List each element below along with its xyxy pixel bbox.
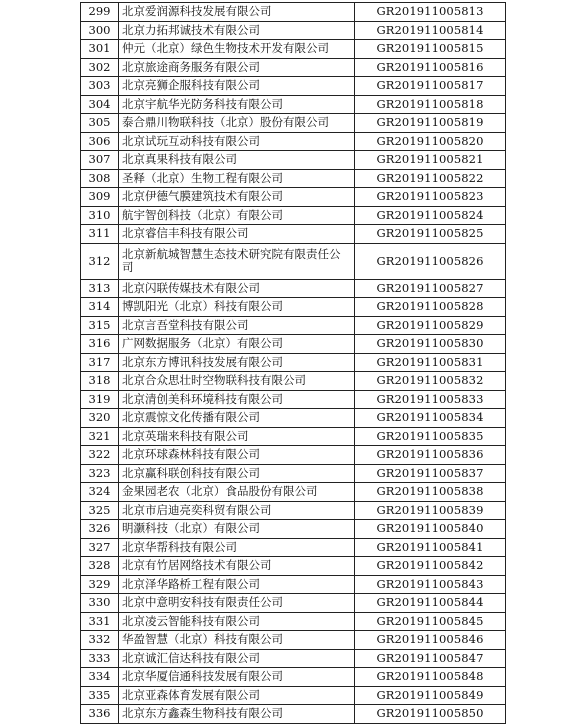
company-name: 北京环球森林科技有限公司: [119, 446, 355, 465]
company-name: 北京力拓邦诚技术有限公司: [119, 21, 355, 40]
certificate-number: GR201911005845: [355, 612, 506, 631]
certificate-number: GR201911005839: [355, 501, 506, 520]
row-number: 334: [81, 668, 119, 687]
table-row: [81, 40, 506, 59]
row-number: 320: [81, 409, 119, 428]
certificate-number: GR201911005834: [355, 409, 506, 428]
table-row: [81, 21, 506, 40]
row-number: 321: [81, 427, 119, 446]
row-number: 307: [81, 151, 119, 170]
certificate-number: GR201911005816: [355, 58, 506, 77]
certificate-number: GR201911005837: [355, 464, 506, 483]
certificate-number: GR201911005822: [355, 169, 506, 188]
table-row: [81, 151, 506, 170]
row-number: 315: [81, 316, 119, 335]
certificate-number: GR201911005847: [355, 649, 506, 668]
certificate-number: GR201911005831: [355, 353, 506, 372]
certificate-number: GR201911005844: [355, 594, 506, 613]
table-row: [81, 483, 506, 502]
table-row: [81, 538, 506, 557]
company-name: 北京清创美科环境科技有限公司: [119, 390, 355, 409]
table-row: [81, 279, 506, 298]
company-name: 博凯阳光（北京）科技有限公司: [119, 298, 355, 317]
company-name: 北京言吾堂科技有限公司: [119, 316, 355, 335]
company-name: 北京凌云智能科技有限公司: [119, 612, 355, 631]
table-row: [81, 594, 506, 613]
table-row: [81, 390, 506, 409]
table-row: [81, 243, 506, 279]
company-name: 北京试玩互动科技有限公司: [119, 132, 355, 151]
table-row: [81, 335, 506, 354]
table-row: [81, 58, 506, 77]
certificate-number: GR201911005833: [355, 390, 506, 409]
certificate-number: GR201911005825: [355, 225, 506, 244]
table-body: [81, 3, 506, 724]
certificate-number: GR201911005820: [355, 132, 506, 151]
table-row: [81, 114, 506, 133]
certificate-number: GR201911005842: [355, 557, 506, 576]
table-row: [81, 3, 506, 22]
row-number: 335: [81, 686, 119, 705]
company-name: 北京东方鑫森生物科技有限公司: [119, 705, 355, 724]
row-number: 317: [81, 353, 119, 372]
company-name: 明灏科技（北京）有限公司: [119, 520, 355, 539]
table-row: [81, 206, 506, 225]
company-name: 北京宇航华光防务科技有限公司: [119, 95, 355, 114]
row-number: 308: [81, 169, 119, 188]
company-name: 北京睿信丰科技有限公司: [119, 225, 355, 244]
company-name: 航宇智创科技（北京）有限公司: [119, 206, 355, 225]
table-row: [81, 169, 506, 188]
certificate-number: GR201911005840: [355, 520, 506, 539]
table-row: [81, 649, 506, 668]
company-name: 北京亚森体育发展有限公司: [119, 686, 355, 705]
company-name: 北京华厦信通科技发展有限公司: [119, 668, 355, 687]
row-number: 333: [81, 649, 119, 668]
row-number: 319: [81, 390, 119, 409]
company-name: 北京爱润源科技发展有限公司: [119, 3, 355, 22]
company-name: 北京合众思壮时空物联科技有限公司: [119, 372, 355, 391]
certificate-number: GR201911005832: [355, 372, 506, 391]
certificate-number: GR201911005843: [355, 575, 506, 594]
row-number: 313: [81, 279, 119, 298]
row-number: 327: [81, 538, 119, 557]
table-row: [81, 686, 506, 705]
certificate-number: GR201911005829: [355, 316, 506, 335]
certificate-number: GR201911005818: [355, 95, 506, 114]
certificate-number: GR201911005836: [355, 446, 506, 465]
row-number: 305: [81, 114, 119, 133]
certificate-number: GR201911005815: [355, 40, 506, 59]
row-number: 324: [81, 483, 119, 502]
company-name: 北京东方博讯科技发展有限公司: [119, 353, 355, 372]
company-name: 北京新航城智慧生态技术研究院有限责任公司: [119, 243, 355, 279]
row-number: 304: [81, 95, 119, 114]
row-number: 301: [81, 40, 119, 59]
table-row: [81, 557, 506, 576]
table-row: [81, 372, 506, 391]
company-name: 北京诚汇信达科技有限公司: [119, 649, 355, 668]
row-number: 329: [81, 575, 119, 594]
table-row: [81, 501, 506, 520]
row-number: 325: [81, 501, 119, 520]
table-row: [81, 705, 506, 724]
row-number: 318: [81, 372, 119, 391]
table-row: [81, 188, 506, 207]
certificate-number: GR201911005826: [355, 243, 506, 279]
company-name: 北京市启迪亮奕科贸有限公司: [119, 501, 355, 520]
company-name: 北京真果科技有限公司: [119, 151, 355, 170]
company-name: 泰合鼎川物联科技（北京）股份有限公司: [119, 114, 355, 133]
certificate-number: GR201911005814: [355, 21, 506, 40]
certificate-number: GR201911005828: [355, 298, 506, 317]
company-name: 北京闪联传媒技术有限公司: [119, 279, 355, 298]
company-name: 圣释（北京）生物工程有限公司: [119, 169, 355, 188]
certificate-number: GR201911005835: [355, 427, 506, 446]
company-name: 华盈智慧（北京）科技有限公司: [119, 631, 355, 650]
row-number: 322: [81, 446, 119, 465]
company-name: 北京中意明安科技有限责任公司: [119, 594, 355, 613]
row-number: 328: [81, 557, 119, 576]
company-name: 北京英瑞来科技有限公司: [119, 427, 355, 446]
company-name: 北京赢科联创科技有限公司: [119, 464, 355, 483]
certificate-number: GR201911005849: [355, 686, 506, 705]
table-row: [81, 668, 506, 687]
certificate-number: GR201911005848: [355, 668, 506, 687]
row-number: 310: [81, 206, 119, 225]
company-name: 北京震惊文化传播有限公司: [119, 409, 355, 428]
company-registry-table: [80, 2, 506, 724]
table-row: [81, 520, 506, 539]
table-row: [81, 575, 506, 594]
row-number: 332: [81, 631, 119, 650]
certificate-number: GR201911005841: [355, 538, 506, 557]
table-row: [81, 612, 506, 631]
row-number: 302: [81, 58, 119, 77]
table-row: [81, 298, 506, 317]
company-name: 金果园老农（北京）食品股份有限公司: [119, 483, 355, 502]
company-name: 北京华帮科技有限公司: [119, 538, 355, 557]
row-number: 323: [81, 464, 119, 483]
row-number: 330: [81, 594, 119, 613]
certificate-number: GR201911005821: [355, 151, 506, 170]
certificate-number: GR201911005819: [355, 114, 506, 133]
table-row: [81, 631, 506, 650]
table-row: [81, 446, 506, 465]
table-row: [81, 427, 506, 446]
row-number: 300: [81, 21, 119, 40]
company-name: 北京泽华路桥工程有限公司: [119, 575, 355, 594]
table-row: [81, 225, 506, 244]
certificate-number: GR201911005823: [355, 188, 506, 207]
table-row: [81, 316, 506, 335]
row-number: 303: [81, 77, 119, 96]
table-row: [81, 464, 506, 483]
company-name: 北京有竹居网络技术有限公司: [119, 557, 355, 576]
table-row: [81, 95, 506, 114]
certificate-number: GR201911005850: [355, 705, 506, 724]
company-name: 仲元（北京）绿色生物技术开发有限公司: [119, 40, 355, 59]
certificate-number: GR201911005846: [355, 631, 506, 650]
row-number: 316: [81, 335, 119, 354]
company-name: 广网数据服务（北京）有限公司: [119, 335, 355, 354]
row-number: 309: [81, 188, 119, 207]
table-row: [81, 132, 506, 151]
company-name: 北京伊德气膜建筑技术有限公司: [119, 188, 355, 207]
table-row: [81, 409, 506, 428]
certificate-number: GR201911005813: [355, 3, 506, 22]
certificate-number: GR201911005824: [355, 206, 506, 225]
row-number: 331: [81, 612, 119, 631]
row-number: 312: [81, 243, 119, 279]
table-row: [81, 353, 506, 372]
company-name: 北京旅途商务服务有限公司: [119, 58, 355, 77]
company-name: 北京亮狮企服科技有限公司: [119, 77, 355, 96]
row-number: 311: [81, 225, 119, 244]
certificate-number: GR201911005827: [355, 279, 506, 298]
table-row: [81, 77, 506, 96]
certificate-number: GR201911005838: [355, 483, 506, 502]
row-number: 336: [81, 705, 119, 724]
row-number: 306: [81, 132, 119, 151]
certificate-number: GR201911005830: [355, 335, 506, 354]
row-number: 326: [81, 520, 119, 539]
certificate-number: GR201911005817: [355, 77, 506, 96]
row-number: 299: [81, 3, 119, 22]
row-number: 314: [81, 298, 119, 317]
